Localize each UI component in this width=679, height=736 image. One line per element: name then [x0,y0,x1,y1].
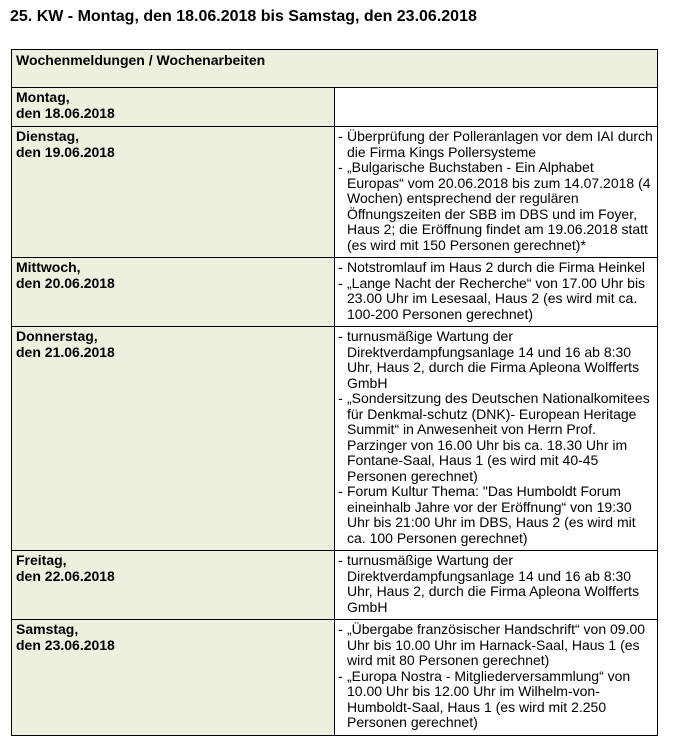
day-date: den 22.06.2018 [16,567,115,584]
section-header: Wochenmeldungen / Wochenarbeiten [12,50,658,88]
table-row [12,620,658,736]
table-row [12,327,658,551]
events-cell [335,327,658,551]
events-cell [335,88,658,127]
schedule-table [11,49,658,736]
table-row [12,88,658,127]
day-date: den 19.06.2018 [16,143,115,160]
day-name: Dienstag, [16,128,80,144]
event-item: - Forum Kultur Thema: "Das Humboldt Forum eineinhalb Jahre vor der Eröffnung“ von 19:30 Uhr bis 21:00 Uhr im DBS, Haus 2 (es wird mit ca. 100 Personen gerechnet) [338,484,653,546]
day-cell [12,327,335,551]
section-header-row [12,50,658,88]
day-date: den 18.06.2018 [16,104,115,121]
day-cell [12,88,335,127]
event-item: - Überprüfung der Polleranlagen vor dem IAI durch die Firma Kings Pollersysteme [338,129,653,160]
event-item: - turnusmäßige Wartung der Direktverdampfungsanlage 14 und 16 ab 8:30 Uhr, Haus 2, durch die Firma Apleona Wolfferts GmbH [338,329,653,391]
event-item: - turnusmäßige Wartung der Direktverdampfungsanlage 14 und 16 ab 8:30 Uhr, Haus 2, durch die Firma Apleona Wolfferts GmbH [338,553,653,615]
page-title: 25. KW - Montag, den 18.06.2018 bis Samstag, den 23.06.2018 [10,8,477,25]
events-cell [335,127,658,258]
day-date: den 23.06.2018 [16,636,115,653]
empty-cell [338,90,653,122]
day-date: den 20.06.2018 [16,274,115,291]
day-name: Montag, [16,89,70,105]
day-cell [12,551,335,620]
day-cell [12,127,335,258]
table-row [12,551,658,620]
event-item: - „Übergabe französischer Handschrift“ von 09.00 Uhr bis 10.00 Uhr im Harnack-Saal, Haus 1 (es wird mit 80 Personen gerechnet) [338,622,653,669]
events-cell [335,620,658,736]
event-item: - „Sondersitzung des Deutschen Nationalkomitees für Denkmal-schutz (DNK)- European Heritage Summit“ in Anwesenheit von Herrn Prof. Parzinger von 16.00 Uhr bis ca. 18.30 Uhr im Fontane-Saal, Haus 1 (es wird mit 40-45 Personen gerechnet) [338,391,653,484]
day-name: Donnerstag, [16,328,98,344]
table-row [12,258,658,327]
day-name: Samstag, [16,621,79,637]
day-date: den 21.06.2018 [16,343,115,360]
events-cell [335,258,658,327]
event-item: - „Europa Nostra - Mitgliederversammlung“ von 10.00 Uhr bis 12.00 Uhr im Wilhelm-von-Humboldt-Saal, Haus 1 (es wird mit 2.250 Personen gerechnet) [338,669,653,731]
day-cell [12,620,335,736]
table-row [12,127,658,258]
event-item: - „Bulgarische Buchstaben - Ein Alphabet Europas“ vom 20.06.2018 bis zum 14.07.2018 (4 Wochen) entsprechend der regulären Öffnungszeiten der SBB im DBS und im Foyer, Haus 2; die Eröffnung findet am 19.06.2018 statt (es wird mit 150 Personen gerechnet)* [338,160,653,253]
event-item: - „Lange Nacht der Recherche“ von 17.00 Uhr bis 23.00 Uhr im Lesesaal, Haus 2 (es wird mit ca. 100-200 Personen gerechnet) [338,276,653,323]
events-cell [335,551,658,620]
day-name: Freitag, [16,552,67,568]
day-cell [12,258,335,327]
day-name: Mittwoch, [16,259,81,275]
event-item: - Notstromlauf im Haus 2 durch die Firma Heinkel [338,260,653,276]
